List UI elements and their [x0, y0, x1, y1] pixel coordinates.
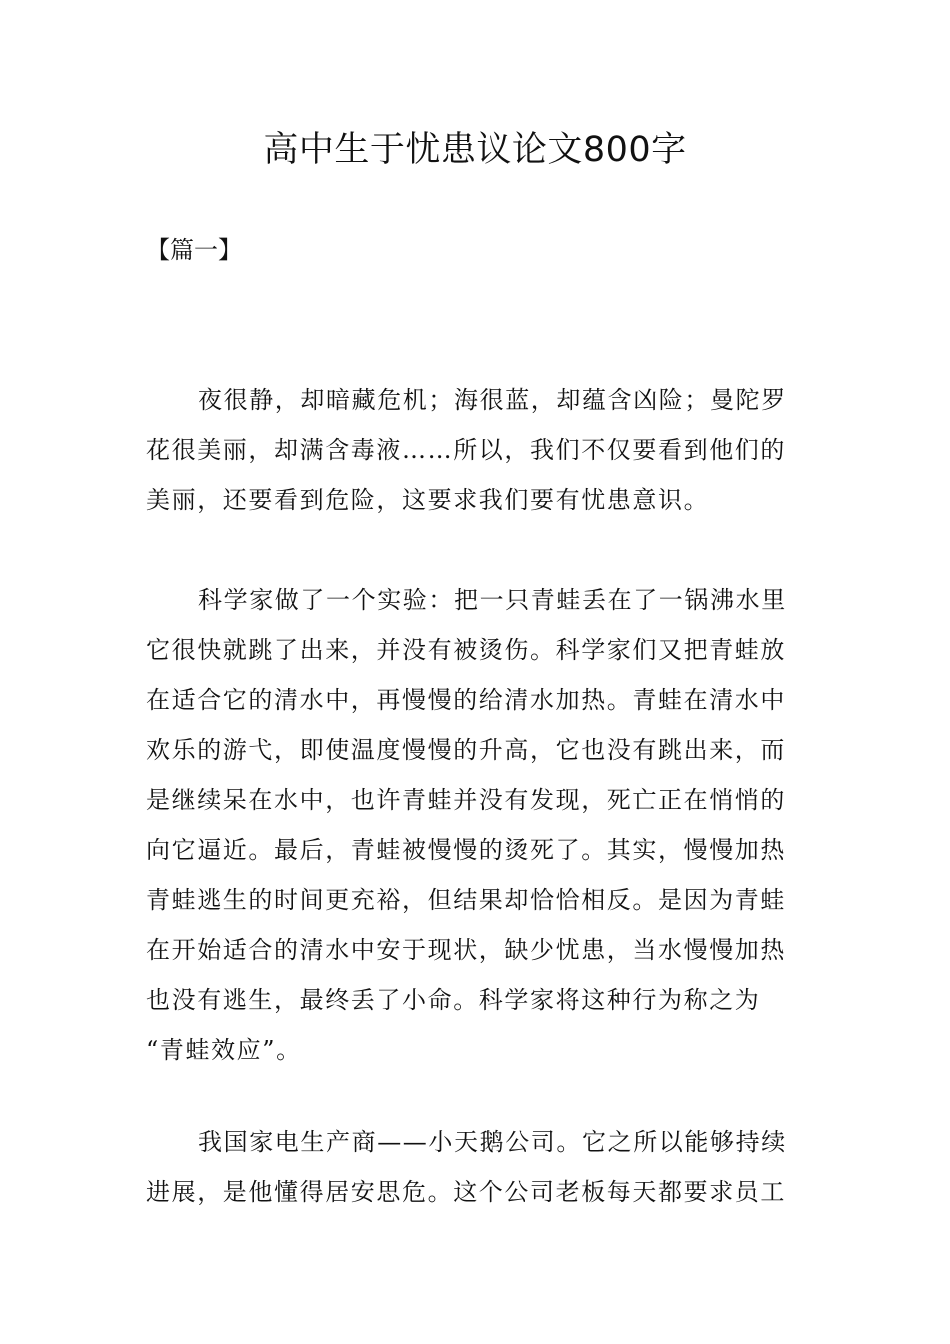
- paragraph-line: 进展，是他懂得居安思危。这个公司老板每天都要求员工: [146, 1178, 786, 1206]
- paragraph-line: 它很快就跳了出来，并没有被烫伤。科学家们又把青蛙放: [146, 636, 786, 664]
- paragraph-line: 欢乐的游弋，即使温度慢慢的升高，它也没有跳出来，而: [146, 736, 786, 764]
- paragraph-line: 在开始适合的清水中安于现状，缺少忧患，当水慢慢加热: [146, 936, 786, 964]
- paragraph-line: 在适合它的清水中，再慢慢的给清水加热。青蛙在清水中: [146, 686, 786, 714]
- paragraph-line: 向它逼近。最后，青蛙被慢慢的烫死了。其实，慢慢加热: [146, 836, 786, 864]
- paragraph-line: 花很美丽，却满含毒液……所以，我们不仅要看到他们的: [146, 436, 786, 464]
- section-label: 【篇一】: [146, 236, 242, 264]
- paragraph-line: 我国家电生产商——小天鹅公司。它之所以能够持续: [198, 1128, 787, 1156]
- paragraph-3: [146, 1117, 810, 1217]
- paragraph-line: 科学家做了一个实验：把一只青蛙丢在了一锅沸水里: [198, 586, 787, 614]
- paragraph-line: 也没有逃生，最终丢了小命。科学家将这种行为称之为: [146, 986, 761, 1014]
- paragraph-line: 夜很静，却暗藏危机；海很蓝，却蕴含凶险；曼陀罗: [198, 386, 787, 414]
- paragraph-line: 美丽，还要看到危险，这要求我们要有忧患意识。: [146, 486, 710, 514]
- paragraph-1: [146, 375, 810, 525]
- paragraph-2: [146, 575, 810, 1075]
- paragraph-line: 青蛙逃生的时间更充裕，但结果却恰恰相反。是因为青蛙: [146, 886, 786, 914]
- document-title: 高中生于忧患议论文800字: [263, 130, 687, 170]
- paragraph-line: 是继续呆在水中，也许青蛙并没有发现，死亡正在悄悄的: [146, 786, 786, 814]
- paragraph-line: “青蛙效应”。: [146, 1036, 302, 1064]
